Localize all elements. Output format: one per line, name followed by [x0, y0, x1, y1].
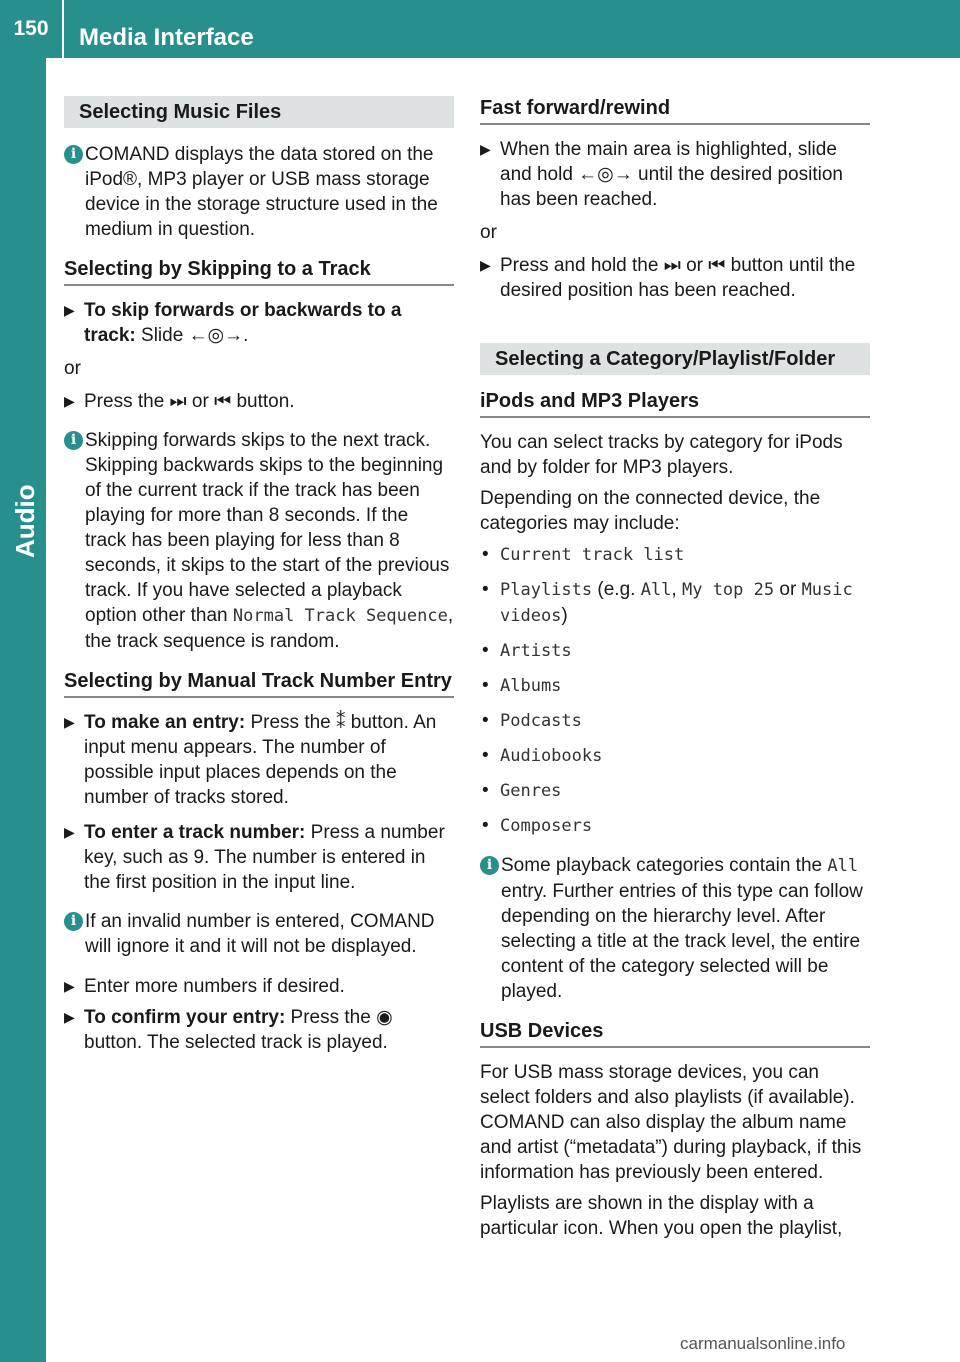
bullet-icon: • — [482, 640, 489, 661]
step — [64, 389, 454, 414]
watermark: carmanualsonline.info — [680, 1334, 846, 1353]
category-name: Audiobooks — [500, 746, 603, 766]
heading-usb: USB Devices — [480, 1019, 870, 1048]
step — [64, 298, 454, 348]
step-text: Slide ←◎→. — [135, 325, 249, 346]
heading-ipods: iPods and MP3 Players — [480, 389, 870, 418]
bullet-icon: • — [482, 710, 489, 731]
arrow-icon: ▶ — [64, 393, 75, 409]
category-item — [480, 708, 870, 734]
playlist-example: All — [640, 580, 672, 600]
category-item — [480, 673, 870, 699]
playlist-example: , — [671, 579, 682, 600]
bullet-icon: • — [482, 675, 489, 696]
page-title: Media Interface — [79, 24, 254, 51]
category-item — [480, 813, 870, 839]
step — [480, 253, 870, 303]
or-text: or — [64, 358, 81, 379]
category-name: Albums — [500, 676, 562, 696]
section-title-selecting-music-files: Selecting Music Files — [64, 96, 454, 128]
step-text: Press and hold the ⏭ or ⏮ button until the desired position has been reached. — [500, 255, 856, 301]
info-text: Some playback categories contain the — [501, 855, 828, 876]
info-text: COMAND displays the data stored on the iPod®, MP3 player or USB mass storage device in the storage structure used in the medium in question. — [85, 144, 438, 240]
right-column — [480, 96, 870, 1247]
step-bold: To skip forwards or backwards to a track: — [84, 300, 402, 346]
section-title-selecting-category: Selecting a Category/Playlist/Folder — [480, 343, 870, 375]
info-note — [64, 428, 454, 654]
paragraph: You can select tracks by category for iPods and by folder for MP3 players. — [480, 432, 843, 478]
playlist-example: Music videos — [500, 580, 853, 626]
arrow-icon: ▶ — [64, 714, 75, 730]
page-number: 150 — [0, 0, 64, 58]
info-text: Skipping forwards skips to the next track. Skipping backwards skips to the beginning of the current track if the track has been playing for more than 8 seconds. If the track has been playing for less than 8 seconds, it skips to the start of the previous track. If you have selected a playback option other than — [85, 430, 450, 626]
category-name: Current track list — [500, 545, 685, 565]
info-mono: All — [827, 856, 859, 876]
left-column — [64, 96, 454, 1061]
step-text: When the main area is highlighted, slide and hold ←◎→ until the desired position has been reached. — [500, 139, 843, 210]
category-name: Genres — [500, 781, 562, 801]
info-mono: Normal Track Sequence — [232, 606, 448, 626]
arrow-icon: ▶ — [64, 302, 75, 318]
paragraph: Playlists are shown in the display with a particular icon. When you open the playlist, — [480, 1193, 843, 1239]
info-icon: i — [480, 856, 499, 875]
playlist-example: or — [774, 579, 802, 600]
arrow-icon: ▶ — [480, 257, 491, 273]
info-icon: i — [64, 431, 83, 450]
bullet-icon: • — [482, 780, 489, 801]
paragraph: Depending on the connected device, the categories may include: — [480, 488, 821, 534]
arrow-icon: ▶ — [64, 978, 75, 994]
header-bar — [0, 0, 960, 58]
step-text: Press the ⁑ button. An input menu appears. The number of possible input places depends on the number of tracks stored. — [84, 712, 437, 808]
bullet-icon: • — [482, 815, 489, 836]
or-text: or — [480, 222, 497, 243]
arrow-icon: ▶ — [480, 141, 491, 157]
playlist-example: (e.g. — [592, 579, 641, 600]
playlist-example: ) — [561, 605, 568, 626]
step-bold: To enter a track number: — [84, 822, 306, 843]
category-name: Playlists — [500, 580, 593, 600]
info-text: entry. Further entries of this type can follow depending on the hierarchy level. After selecting a title at the track level, the entire content of the category selected will be played. — [501, 881, 863, 1002]
step — [480, 137, 870, 212]
heading-fast-forward: Fast forward/rewind — [480, 96, 870, 125]
step-text: Press the ⏭ or ⏮ button. — [84, 391, 295, 412]
category-name: Podcasts — [500, 711, 582, 731]
heading-skipping: Selecting by Skipping to a Track — [64, 257, 454, 286]
info-note — [64, 142, 454, 242]
bullet-icon: • — [482, 579, 489, 600]
category-item — [480, 778, 870, 804]
step-bold: To make an entry: — [84, 712, 246, 733]
category-item — [480, 638, 870, 664]
sidebar-label: Audio — [10, 484, 40, 558]
playlist-example: My top 25 — [681, 580, 775, 600]
info-note — [480, 853, 870, 1004]
step — [64, 820, 454, 895]
step — [64, 710, 454, 810]
info-icon: i — [64, 912, 83, 931]
category-item — [480, 577, 870, 629]
info-text: , the track sequence is random. — [85, 605, 454, 652]
bullet-icon: • — [482, 544, 489, 565]
category-list — [480, 542, 870, 839]
step-text: Enter more numbers if desired. — [84, 976, 345, 997]
info-note — [64, 909, 454, 959]
heading-manual-entry: Selecting by Manual Track Number Entry — [64, 669, 454, 698]
category-name: Composers — [500, 816, 593, 836]
step-text: Press a number key, such as 9. The number is entered in the first position in the input line. — [84, 822, 445, 893]
category-item — [480, 542, 870, 568]
sidebar — [0, 58, 46, 1362]
paragraph: For USB mass storage devices, you can select folders and also playlists (if available). COMAND can also display the album name and artist (“metadata”) during playback, if this information has previously been entered. — [480, 1062, 862, 1183]
step-text: Press the ◉ button. The selected track is played. — [84, 1007, 393, 1053]
category-item — [480, 743, 870, 769]
step — [64, 1005, 454, 1055]
step — [64, 974, 454, 999]
step-bold: To confirm your entry: — [84, 1007, 286, 1028]
bullet-icon: • — [482, 745, 489, 766]
category-name: Artists — [500, 641, 572, 661]
arrow-icon: ▶ — [64, 824, 75, 840]
info-icon: i — [64, 145, 83, 164]
info-text: If an invalid number is entered, COMAND will ignore it and it will not be displayed. — [85, 911, 435, 957]
arrow-icon: ▶ — [64, 1009, 75, 1025]
